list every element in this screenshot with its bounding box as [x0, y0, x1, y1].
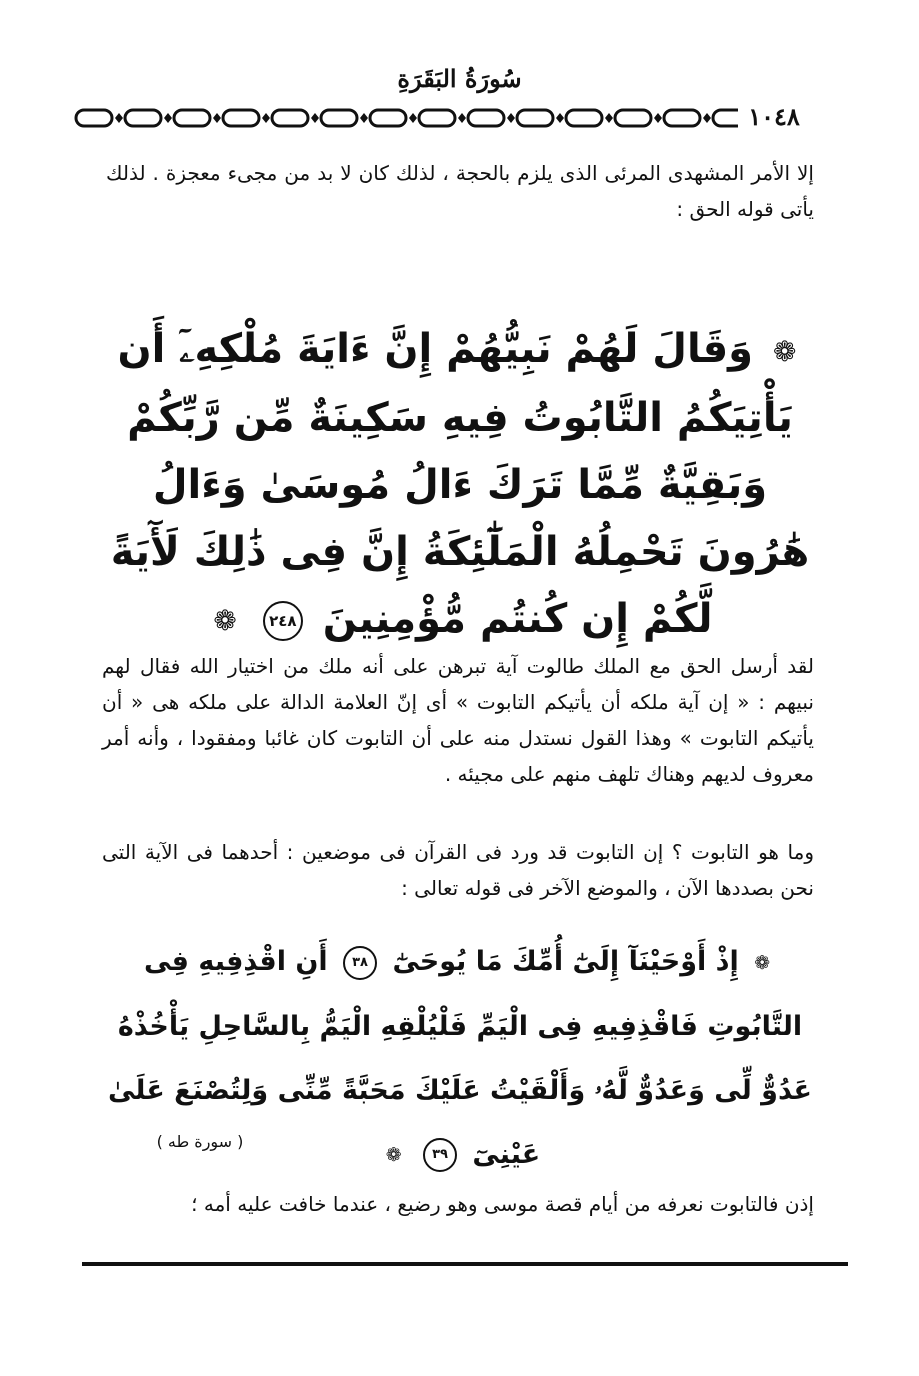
page-number: ١٠٤٨ [738, 101, 810, 133]
verse-taha-part2: أَنِ اقْذِفِيهِ فِى التَّابُوتِ فَاقْذِفِيهِ فِى الْيَمِّ فَلْيُلْقِهِ الْيَمُّ بِالسَّاحِلِ يَأْخُذْهُ عَدُوٌّ لِّى وَعَدُوٌّ لَّهُۥ وَأَلْقَيْتُ عَلَيْكَ مَحَبَّةً مِّنِّى وَلِتُصْنَعَ عَلَىٰ عَيْنِىٓ [107, 946, 812, 1170]
quran-verse-baqarah [98, 316, 822, 654]
explanation-paragraph: لقد أرسل الحق مع الملك طالوت آية تبرهن على أنه ملك من اختيار الله فقال لهم نبيهم : « إن آية ملكه أن يأتيكم التابوت » أى إنّ العلامة الدالة على ملكه هى « أن يأتيكم التابوت » وهذا القول نستدل منه على أن التابوت كان غائبا ومفقودا ، وأنه أمر معروف لديهم وهناك تلهف منهم على مجيئه . [102, 654, 814, 786]
question-paragraph: وما هو التابوت ؟ إن التابوت قد ورد فى القرآن فى موضعين : أحدهما فى الآية التى نحن بصددها الآن ، والموضع الآخر فى قوله تعالى : [102, 840, 814, 900]
verse-taha-part1: إِذْ أَوْحَيْنَآ إِلَىٰٓ أُمِّكَ مَا يُوحَىٰٓ [392, 946, 739, 977]
surah-title: سُورَةُ البَقَرَةِ [397, 64, 522, 93]
ayah-number-38: ٣٨ [343, 946, 377, 980]
verse-close-ornament-icon: ❁ [385, 1144, 402, 1166]
decorative-border-band [72, 98, 846, 138]
ayah-number-39: ٣٩ [423, 1138, 457, 1172]
verse-close-ornament-icon: ❁ [213, 604, 237, 637]
surah-reference: ( سورة طه ) [156, 1132, 244, 1151]
ayah-number-248: ٢٤٨ [263, 601, 303, 641]
verse-open-ornament-icon: ❁ [754, 951, 771, 974]
intro-paragraph: إلا الأمر المشهدى المرئى الذى يلزم بالحجة ، لذلك كان لا بد من مجىء معجزة . لذلك يأتى قوله الحق : [106, 161, 814, 221]
conclusion-paragraph: إذن فالتابوت نعرفه من أيام قصة موسى وهو رضيع ، عندما خافت عليه أمه ؛ [191, 1192, 814, 1216]
verse-open-ornament-icon: ❁ [773, 334, 797, 368]
footer-rule [82, 1262, 848, 1266]
verse-baqarah-text: وَقَالَ لَهُمْ نَبِيُّهُمْ إِنَّ ءَايَةَ مُلْكِهِۦٓ أَن يَأْتِيَكُمُ التَّابُوتُ فِيهِ سَكِينَةٌ مِّن رَّبِّكُمْ وَبَقِيَّةٌ مِّمَّا تَرَكَ ءَالُ مُوسَىٰ وَءَالُ هَٰرُونَ تَحْمِلُهُ الْمَلَٰٓئِكَةُ إِنَّ فِى ذَٰلِكَ لَأٓيَةً لَّكُمْ إِن كُنتُم مُّؤْمِنِينَ [110, 326, 810, 642]
